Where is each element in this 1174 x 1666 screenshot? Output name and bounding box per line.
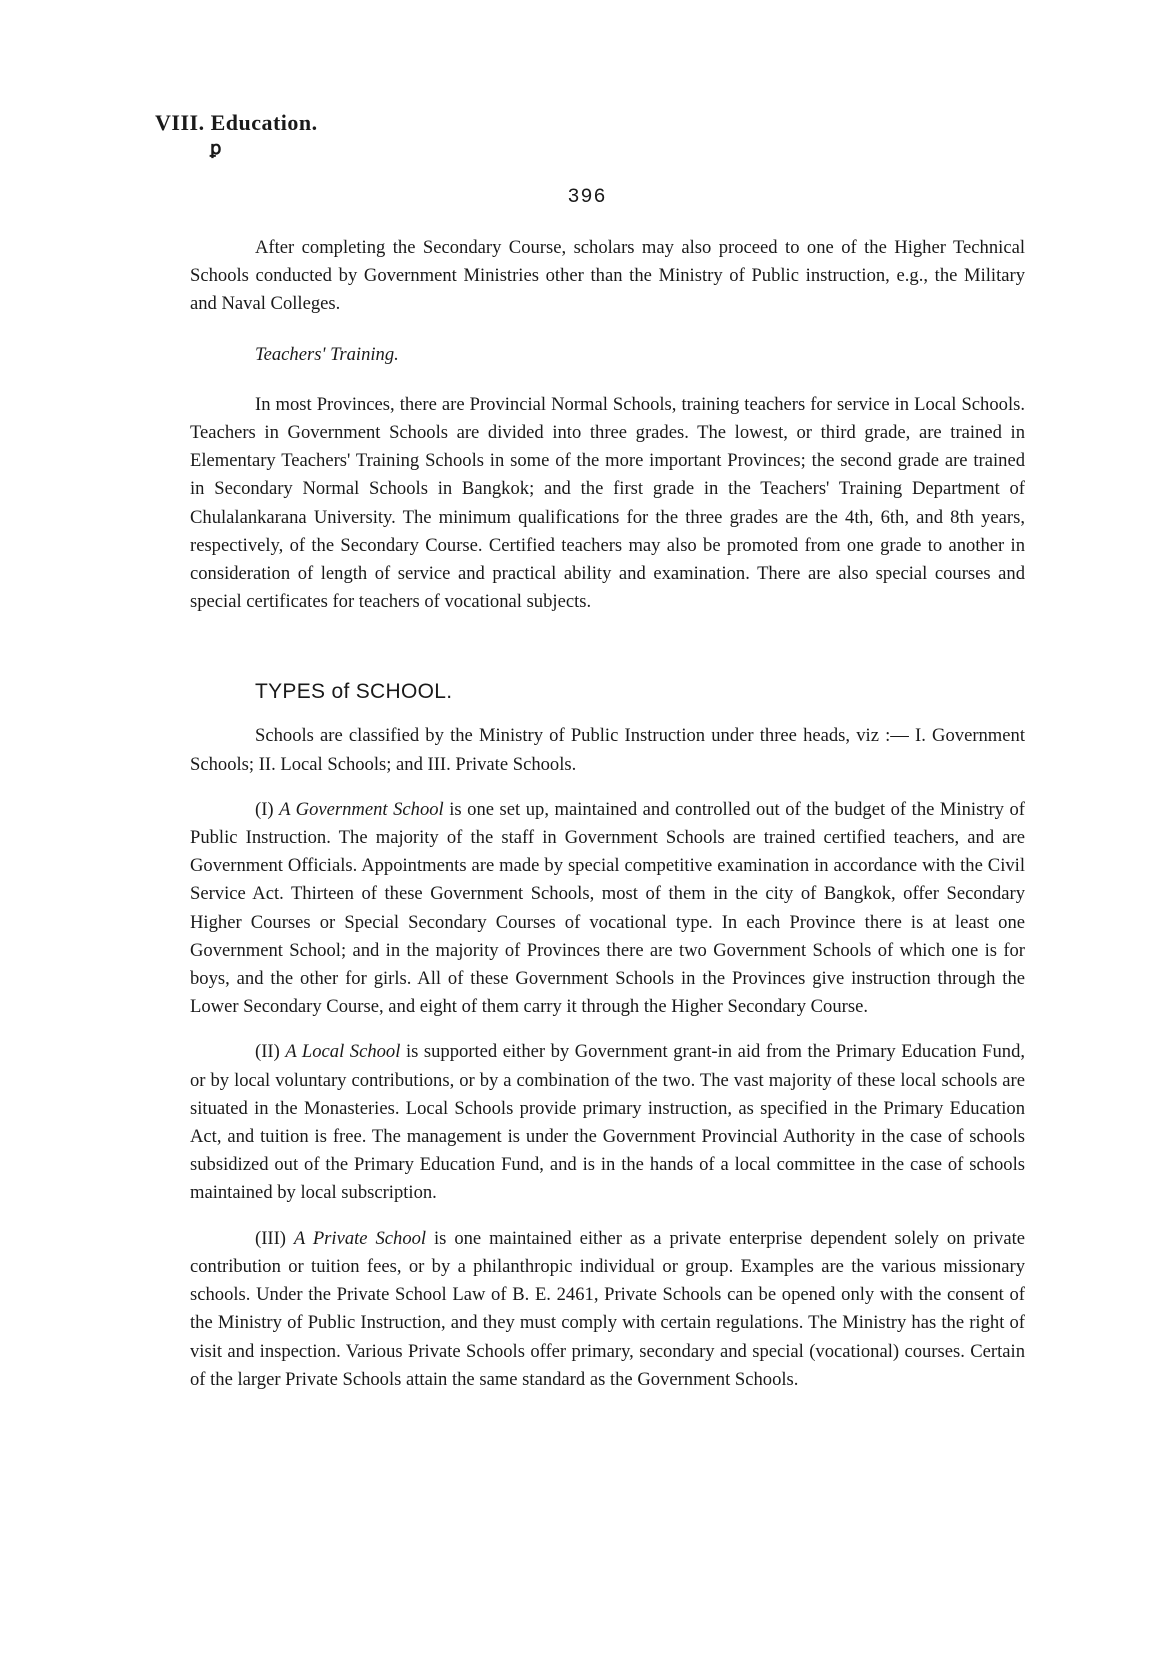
paragraph-government-school (190, 796, 1025, 1022)
paragraph-local-school (190, 1038, 1025, 1207)
para-text: is supported either by Government grant-in aid from the Primary Education Fund, or by local voluntary contributions, or by a combination of the two. The vast majority of these local schools are situated in the Monasteries. Local Schools provide primary instruction, as specified in the Primary Education Act, and tuition is free. The management is under the Government Provincial Authority in the case of schools subsidized out of the Primary Education Fund, and is in the hands of a local committee in the case of schools maintained by local subscription. (190, 1041, 1026, 1204)
chapter-header: VIII. Education. (155, 110, 318, 135)
para-text: is one maintained either as a private enterprise dependent solely on private contribution or tuition fees, or by a philanthropic individual or group. Examples are the various missionary schools. Under the Private School Law of B. E. 2461, Private Schools can be opened only with the consent of the Ministry of Public Instruction, and they must comply with certain regulations. The Ministry has the right of visit and inspection. Various Private Schools offer primary, secondary and special (vocational) courses. Certain of the larger Private Schools attain the same standard as the Government Schools. (190, 1227, 1025, 1390)
term-local-school: A Local School (285, 1041, 401, 1063)
subheading-teachers-training: Teachers' Training. (255, 343, 399, 365)
term-government-school: A Government School (279, 798, 444, 820)
paragraph-school-classification: Schools are classified by the Ministry of Public Instruction under three heads, viz :— I. Government Schools; II. Local Schools; and III. Private Schools. (190, 725, 1025, 775)
header-handwritten-mark: ꝑ (210, 138, 222, 158)
page-number: 396 (567, 186, 607, 209)
body-text (190, 234, 1025, 1394)
para-number: (III) (255, 1227, 286, 1249)
section-title-types-of-school: TYPES of SCHOOL. (255, 680, 453, 704)
para-number: (I) (255, 798, 274, 820)
para-number: (II) (255, 1041, 280, 1063)
para-text: is one set up, maintained and controlled out of the budget of the Ministry of Public Instruction. The majority of the staff in Government Schools are trained certified teachers, and are Government Officials. Appointments are made by special competitive examination in accordance with the Civil Service Act. Thirteen of these Government Schools, most of them in the city of Bangkok, offer Secondary Higher Courses or Special Secondary Courses of vocational type. In each Province there is at least one Government School; and in the majority of Provinces there are two Government Schools of which one is for boys, and the other for girls. All of these Government Schools in the Provinces give instruction through the Lower Secondary Course, and eight of them carry it through the Higher Secondary Course. (190, 798, 1025, 1018)
paragraph-teachers-training: In most Provinces, there are Provincial Normal Schools, training teachers for service in Local Schools. Teachers in Government Schools are divided into three grades. The lowest, or third grade, are trained in Elementary Teachers' Training Schools in some of the more important Provinces; the second grade are trained in Secondary Normal Schools in Bangkok; and the first grade in the Teachers' Training Department of Chulalankarana University. The minimum qualifications for the three grades are the 4th, 6th, and 8th years, respectively, of the Secondary Course. Certified teachers may also be promoted from one grade to another in consideration of length of service and practical ability and examination. There are also special courses and special certificates for teachers of vocational subjects. (190, 393, 1025, 613)
term-private-school: A Private School (293, 1227, 427, 1249)
paragraph-higher-technical: After completing the Secondary Course, scholars may also proceed to one of the Higher Technical Schools conducted by Government Ministries other than the Ministry of Public instruction, e.g., the Military and Naval Colleges. (190, 237, 1025, 315)
paragraph-private-school (190, 1225, 1025, 1394)
